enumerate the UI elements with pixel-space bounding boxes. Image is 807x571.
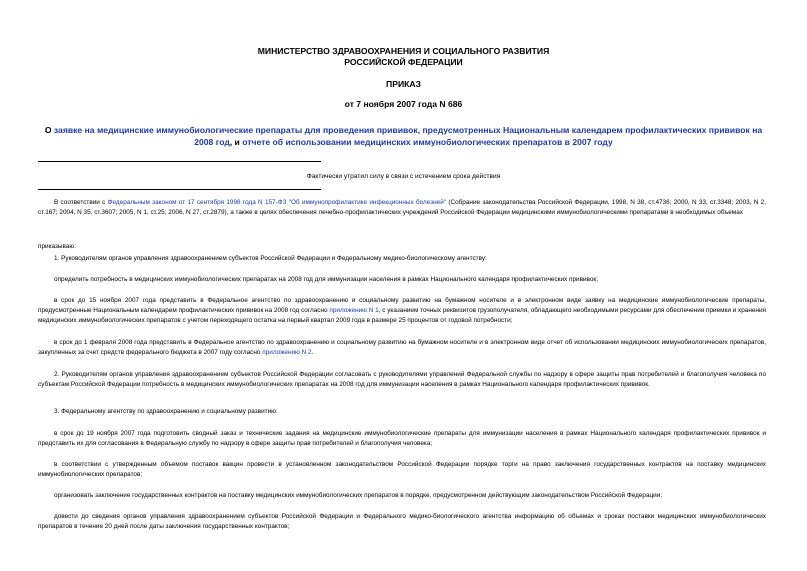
paragraph-3d bbox=[38, 512, 766, 532]
appendix-1-link[interactable]: приложению N 1 bbox=[329, 307, 379, 314]
ministry-line-2: РОССИЙСКОЙ ФЕДЕРАЦИИ bbox=[344, 57, 463, 67]
subject-middle: , и bbox=[229, 137, 243, 147]
paragraph-1-text: 1. Руководителям органов управления здравоохранением субъектов Российской Федерации и Федеральному медико-биологическому агентству: bbox=[54, 255, 487, 262]
divider-top bbox=[38, 161, 321, 162]
document-date-number: от 7 ноября 2007 года N 686 bbox=[344, 99, 463, 109]
preamble-text-start: В соответствии с bbox=[54, 199, 108, 206]
subject-link-report[interactable]: отчете об использовании медицинских иммунобиологических препаратов в 2007 году bbox=[242, 137, 613, 147]
paragraph-1b-text-end: , с указанием точных реквизитов грузополучателя, обладающего необходимыми ресурсами для обеспечения приемки и хранения медицинских иммунобиологических препаратов с учетом переходящего остатка на первый квартал 2009 года в размере 25 процентов от годовой потребности; bbox=[38, 307, 766, 324]
ministry-line-1: МИНИСТЕРСТВО ЗДРАВООХРАНЕНИЯ И СОЦИАЛЬНОГО РАЗВИТИЯ bbox=[257, 46, 550, 56]
paragraph-1b-text-start: в срок до 15 ноября 2007 года представить в Федеральное агентство по здравоохранению и социальному развитию на бумажном носителе и в электронном виде заявку на медицинские иммунобиологические препараты, предусмотренные Национальным календарем профилактических прививок на 2008 год согласно bbox=[38, 297, 766, 314]
document-subject bbox=[40, 124, 767, 148]
paragraph-3d-text: довести до сведения органов управления здравоохранением субъектов Российской Федерации и Федерального медико-биологического агентства информацию об объемах и сроках поставки медицинских иммунобиологических препаратов в течение 20 дней после даты заключения государственных контрактов; bbox=[38, 513, 766, 530]
subject-prefix: О bbox=[44, 125, 54, 135]
paragraph-1a bbox=[38, 275, 766, 285]
paragraph-3a bbox=[38, 429, 766, 449]
divider-bottom bbox=[38, 189, 321, 190]
paragraph-1a-text: определить потребность в медицинских иммунобиологических препаратах на 2008 год для иммунизации населения в рамках Национального календаря профилактических прививок; bbox=[54, 276, 598, 283]
document-type: ПРИКАЗ bbox=[386, 79, 421, 89]
paragraph-1c bbox=[38, 338, 766, 358]
paragraph-1c-text-start: в срок до 1 февраля 2008 года представить в Федеральное агентство по здравоохранению и социальному развитию на бумажном носителе и в электронном виде отчет об использовании медицинских иммунобиологических препаратов, закупленных за счет средств федерального бюджета в 2007 году согласно bbox=[38, 339, 766, 356]
paragraph-3b-text: в соответствии с утвержденным объемом поставок вакцин провести в установленном законодательством Российской Федерации порядке торги на право заключения государственных контрактов на поставку медицинских иммунобиологических препаратов; bbox=[38, 461, 766, 478]
preamble-text-end: (Собрание законодательства Российской Федерации, 1998, N 38, ст.4736; 2000, N 33, ст.3348; 2003, N 2, ст.167; 2004, N 35, ст.3607; 2005, N 1, ст.25; 2006, N 27, ст.2879), а также в целях обеспечения лечебно-профилактических учреждений Российской Федерации медицинскими иммунобиологическими препаратами в необходимых объемах bbox=[38, 199, 767, 216]
order-word: приказываю: bbox=[38, 243, 76, 250]
paragraph-3a-text: в срок до 19 ноября 2007 года подготовить сводный заказ и технические задания на медицинские иммунобиологические препараты для иммунизации населения в рамках Национального календаря профилактических прививок и представить их для согласования в Федеральную службу по надзору в сфере защиты прав потребителей и благополучия человека; bbox=[38, 430, 766, 447]
paragraph-3 bbox=[38, 407, 766, 417]
paragraph-2 bbox=[38, 370, 766, 390]
paragraph-3-text: 3. Федеральному агентству по здравоохранению и социальному развитию: bbox=[54, 408, 278, 415]
paragraph-3c bbox=[38, 491, 766, 501]
preamble-paragraph bbox=[38, 198, 766, 218]
paragraph-1 bbox=[38, 254, 766, 264]
subject-link-application[interactable]: заявке на медицинские иммунобиологические препараты для проведения прививок, предусмотренных Национальным календарем профилактических прививок на 2008 год bbox=[53, 125, 763, 147]
paragraph-1b bbox=[38, 296, 766, 326]
appendix-2-link[interactable]: приложению N 2 bbox=[262, 349, 312, 356]
paragraph-2-text: 2. Руководителям органов управления здравоохранением субъектов Российской Федерации согласовать с руководителями управлений Федеральной службы по надзору в сфере защиты прав потребителей и благополучия человека по субъектам Российской Федерации потребность в медицинских иммунобиологических препаратах на 2008 год для иммунизации населения в рамках Национального календаря профилактических прививок. bbox=[38, 371, 766, 388]
paragraph-3c-text: организовать заключение государственных контрактов на поставку медицинских иммунобиологических препаратов в порядке, предусмотренном действующим законодательством Российской Федерации; bbox=[54, 492, 663, 499]
federal-law-link[interactable]: Федеральным законом от 17 сентября 1998 года N 157-ФЗ "Об иммунопрофилактике инфекционных болезней" bbox=[107, 199, 447, 206]
paragraph-3b bbox=[38, 460, 766, 480]
ministry-title bbox=[0, 46, 807, 68]
status-note: Фактически утратил силу в связи с истечением срока действия bbox=[306, 173, 501, 180]
paragraph-1c-text-end: . bbox=[311, 349, 314, 356]
